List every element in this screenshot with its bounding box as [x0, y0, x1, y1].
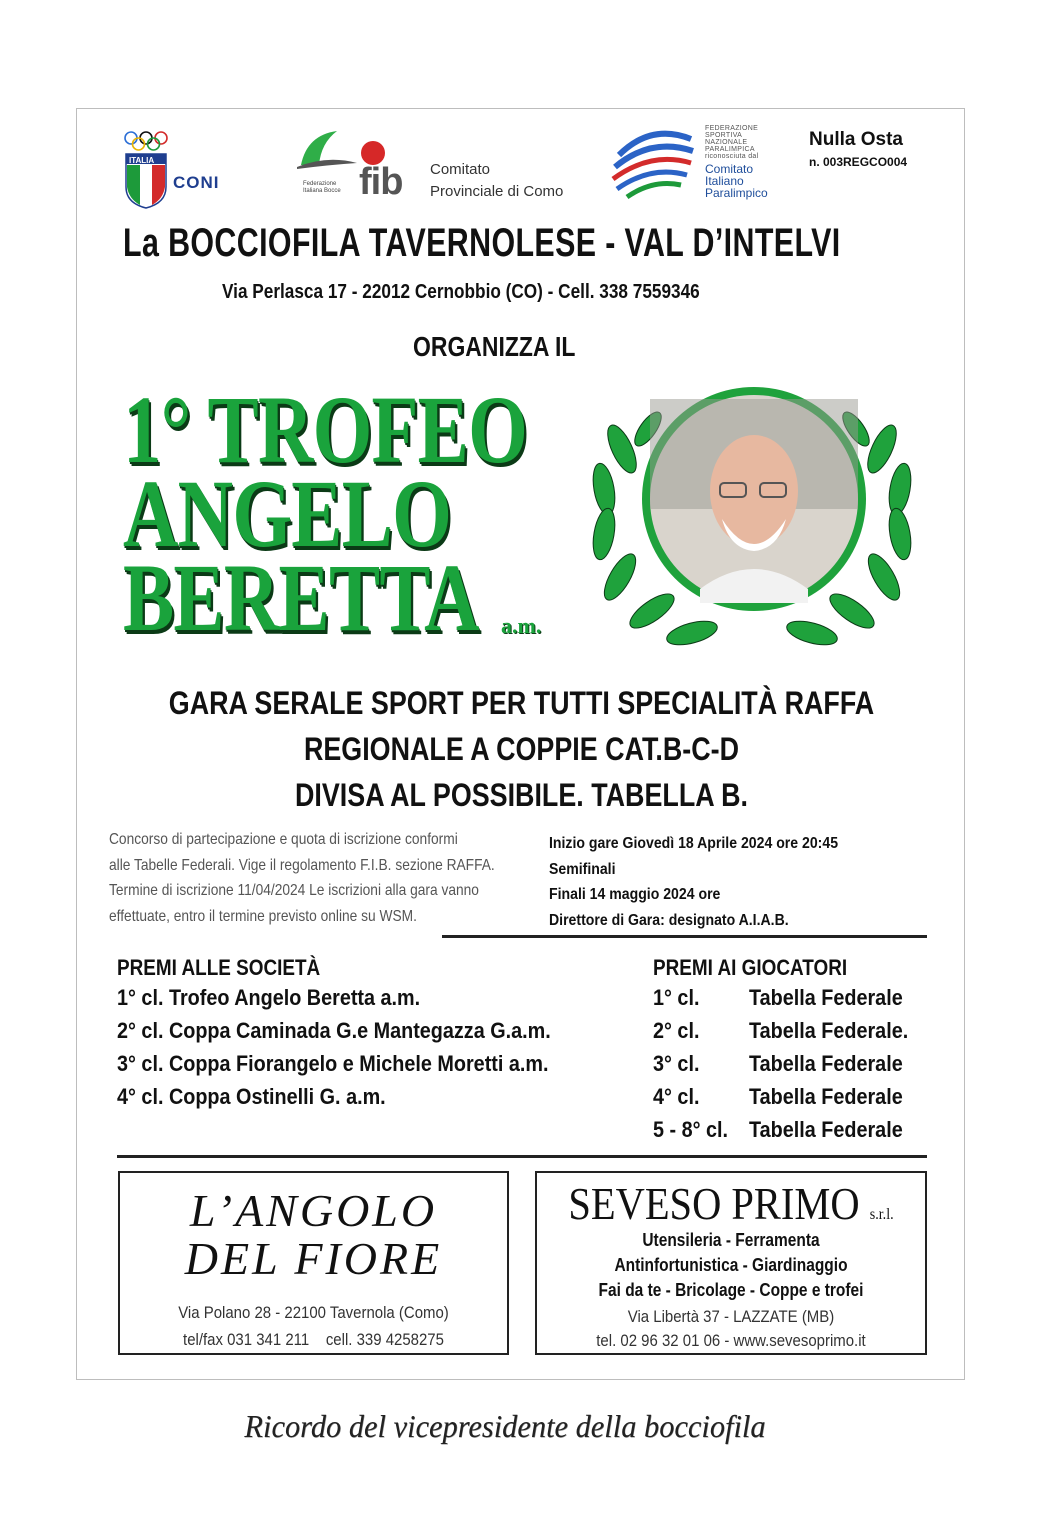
sponsor-angolo-del-fiore [118, 1171, 509, 1355]
info-left-line: Concorso di partecipazione e quota di iscrizione conformi [109, 831, 458, 848]
premi-societa-row: 4° cl. Coppa Ostinelli G. a.m. [117, 1084, 386, 1109]
trophy-line2: ANGELO [123, 460, 452, 567]
sponsor-seveso-line: Utensileria - Ferramenta [642, 1230, 820, 1250]
sponsor-seveso-line: Fai da te - Bricolage - Coppe e trofei [598, 1280, 864, 1300]
poster [76, 108, 965, 1380]
premi-giocatori-place: 3° cl. [653, 1051, 700, 1076]
premi-giocatori-place: 1° cl. [653, 985, 700, 1010]
nulla-osta-title: Nulla Osta [809, 129, 903, 150]
premi-giocatori-prize: Tabella Federale [749, 1084, 903, 1109]
club-address: Via Perlasca 17 - 22012 Cernobbio (CO) - Cell. 338 7559346 [222, 281, 700, 303]
fib-wordmark: fib [359, 161, 403, 203]
caption: Ricordo del vicepresidente della bocciofila [244, 1408, 766, 1444]
laurel-portrait [582, 379, 922, 659]
sponsor-angolo-name [120, 1187, 507, 1283]
divider-bottom [117, 1155, 927, 1158]
premi-societa-title: PREMI ALLE SOCIETÀ [117, 955, 321, 980]
info-left-line: alle Tabelle Federali. Vige il regolamento F.I.B. sezione RAFFA. [109, 856, 495, 874]
premi-giocatori-prizes [749, 985, 926, 1150]
premi-giocatori-place: 5 - 8° cl. [653, 1117, 729, 1142]
fisp-globe-icon [611, 125, 695, 203]
premi-societa-row: 1° cl. Trofeo Angelo Beretta a.m. [117, 985, 421, 1010]
laurel-wreath-icon [582, 379, 922, 659]
fisp-logo [611, 123, 791, 207]
trophy-line1: 1° TROFEO [123, 376, 528, 483]
coni-italia-label: ITALIA [129, 156, 155, 165]
fib-logo [297, 125, 427, 205]
info-left-line: effettuate, entro il termine previsto online su WSM. [109, 907, 417, 925]
trophy-line3: BERETTA [123, 544, 479, 651]
sponsor-angolo-name1: L’ANGOLO [189, 1185, 438, 1236]
comitato-line2: Provinciale di Como [430, 183, 564, 200]
trophy-am: a.m. [501, 613, 542, 638]
fisp-text: FEDERAZIONE SPORTIVA NAZIONALE PARALIMPICA riconosciuta dal [705, 125, 759, 160]
premi-giocatori-prize: Tabella Federale [749, 985, 903, 1010]
premi-giocatori-prize: Tabella Federale. [749, 1018, 909, 1043]
coni-label: CONI [173, 173, 220, 192]
premi-giocatori-place: 4° cl. [653, 1084, 700, 1109]
organizza-label: ORGANIZZA IL [413, 331, 576, 362]
sponsor-seveso-suffix: s.r.l. [869, 1206, 894, 1223]
premi-societa-row: 3° cl. Coppa Fiorangelo e Michele Moretti a.m. [117, 1051, 549, 1076]
info-right-line: Inizio gare Giovedì 18 Aprile 2024 ore 20:45 [549, 835, 839, 852]
fib-federazione: Federazione Italiana Bocce [303, 181, 341, 194]
sponsor-seveso-line: Antinfortunistica - Giardinaggio [614, 1255, 848, 1275]
comitato-line1: Comitato [430, 161, 491, 178]
club-title: La BOCCIOFILA TAVERNOLESE - VAL D’INTELVI [123, 221, 841, 265]
premi-giocatori-prize: Tabella Federale [749, 1051, 903, 1076]
sponsor-angolo-address: Via Polano 28 - 22100 Tavernola (Como) [178, 1303, 449, 1322]
olympic-rings-icon [123, 131, 169, 151]
premi-giocatori-place: 2° cl. [653, 1018, 700, 1043]
gara-line3: DIVISA AL POSSIBILE. TABELLA B. [294, 777, 748, 813]
premi-giocatori-places [653, 985, 736, 1150]
comitato-provinciale [430, 159, 563, 203]
nulla-osta-number: n. 003REGCO004 [809, 155, 908, 169]
sponsor-angolo-name2: DEL FIORE [184, 1233, 443, 1284]
info-right-line: Semifinali [549, 860, 616, 878]
sponsor-seveso-name [560, 1177, 901, 1230]
premi-societa-row: 2° cl. Coppa Caminada G.e Mantegazza G.a.m. [117, 1018, 551, 1043]
gara-line1: GARA SERALE SPORT PER TUTTI SPECIALITÀ RAFFA [168, 685, 875, 721]
sponsor-seveso-contacts [560, 1305, 901, 1353]
sponsor-angolo-phones: tel/fax 031 341 211 cell. 339 4258275 [183, 1330, 444, 1349]
cip-text: Comitato Italiano Paralimpico [705, 162, 768, 200]
info-right-line: Finali 14 maggio 2024 ore [549, 886, 721, 903]
nulla-osta [809, 129, 907, 169]
info-right [549, 831, 838, 933]
coni-logo [123, 129, 223, 209]
premi-societa-list [117, 985, 599, 1117]
sponsor-seveso-primo [535, 1171, 927, 1355]
info-left [109, 827, 495, 929]
sponsor-angolo-contacts [143, 1299, 484, 1353]
info-left-line: Termine di iscrizione 11/04/2024 Le iscrizioni alla gara vanno [109, 882, 479, 899]
sponsor-seveso-address: Via Libertà 37 - LAZZATE (MB) [627, 1307, 835, 1326]
divider-top [442, 935, 927, 938]
info-right-line: Direttore di Gara: designato A.I.A.B. [549, 911, 789, 929]
gara-line2: REGIONALE A COPPIE CAT.B-C-D [303, 731, 740, 767]
premi-giocatori-title: PREMI AI GIOCATORI [653, 955, 848, 980]
premi-giocatori-prize: Tabella Federale [749, 1117, 903, 1142]
sponsor-seveso-services [564, 1228, 898, 1303]
sponsor-seveso-web: tel. 02 96 32 01 06 - www.sevesoprimo.it [596, 1331, 866, 1350]
sponsor-seveso-title: SEVESO PRIMO [568, 1178, 860, 1229]
